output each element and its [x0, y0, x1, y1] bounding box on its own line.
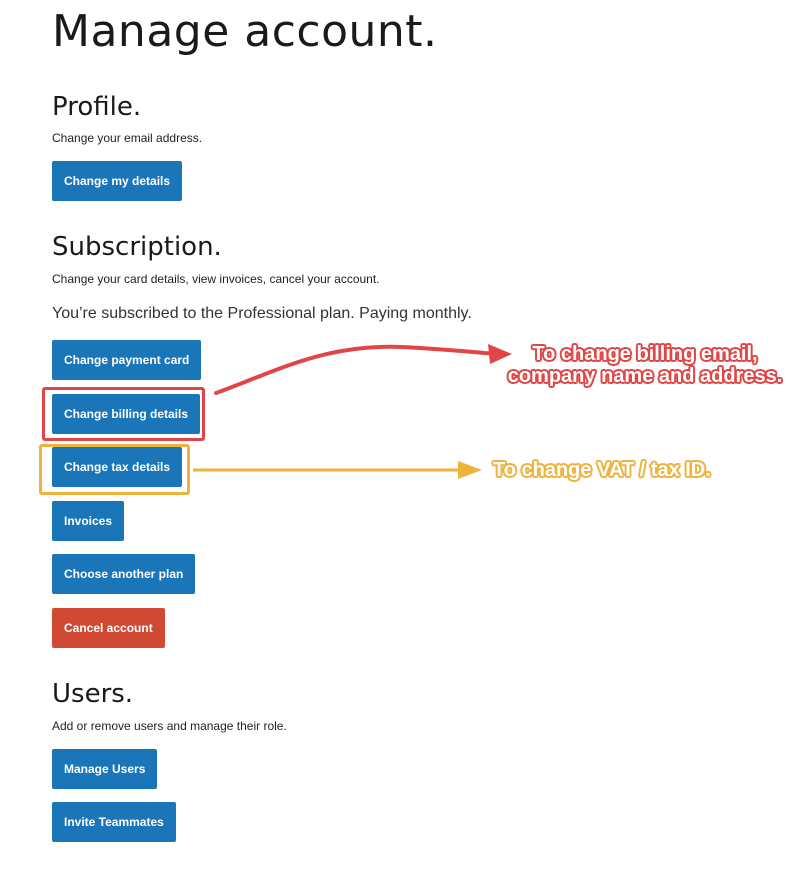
change-my-details-button[interactable]: Change my details: [52, 161, 182, 201]
cancel-account-button[interactable]: Cancel account: [52, 608, 165, 648]
tax-annotation: To change VAT / tax ID.: [493, 459, 711, 481]
users-heading: Users.: [52, 679, 134, 709]
profile-description: Change your email address.: [52, 131, 203, 145]
billing-annotation: [505, 343, 785, 387]
change-tax-details-button[interactable]: Change tax details: [52, 447, 182, 487]
users-description: Add or remove users and manage their role.: [52, 719, 287, 733]
subscription-heading: Subscription.: [52, 232, 222, 262]
manage-users-button[interactable]: Manage Users: [52, 749, 157, 789]
billing-annotation-line2: company name and address.: [507, 365, 783, 387]
change-billing-details-button[interactable]: Change billing details: [52, 394, 200, 434]
subscription-description: Change your card details, view invoices, cancel your account.: [52, 272, 380, 286]
subscription-status: You’re subscribed to the Professional plan. Paying monthly.: [52, 305, 472, 322]
invite-teammates-button[interactable]: Invite Teammates: [52, 802, 176, 842]
page-title: Manage account.: [52, 6, 438, 57]
change-payment-card-button[interactable]: Change payment card: [52, 340, 201, 380]
billing-arrow-icon: [216, 347, 495, 393]
choose-another-plan-button[interactable]: Choose another plan: [52, 554, 195, 594]
billing-annotation-line1: To change billing email,: [532, 343, 758, 365]
profile-heading: Profile.: [52, 92, 142, 122]
tax-arrowhead-icon: [458, 461, 482, 479]
invoices-button[interactable]: Invoices: [52, 501, 124, 541]
